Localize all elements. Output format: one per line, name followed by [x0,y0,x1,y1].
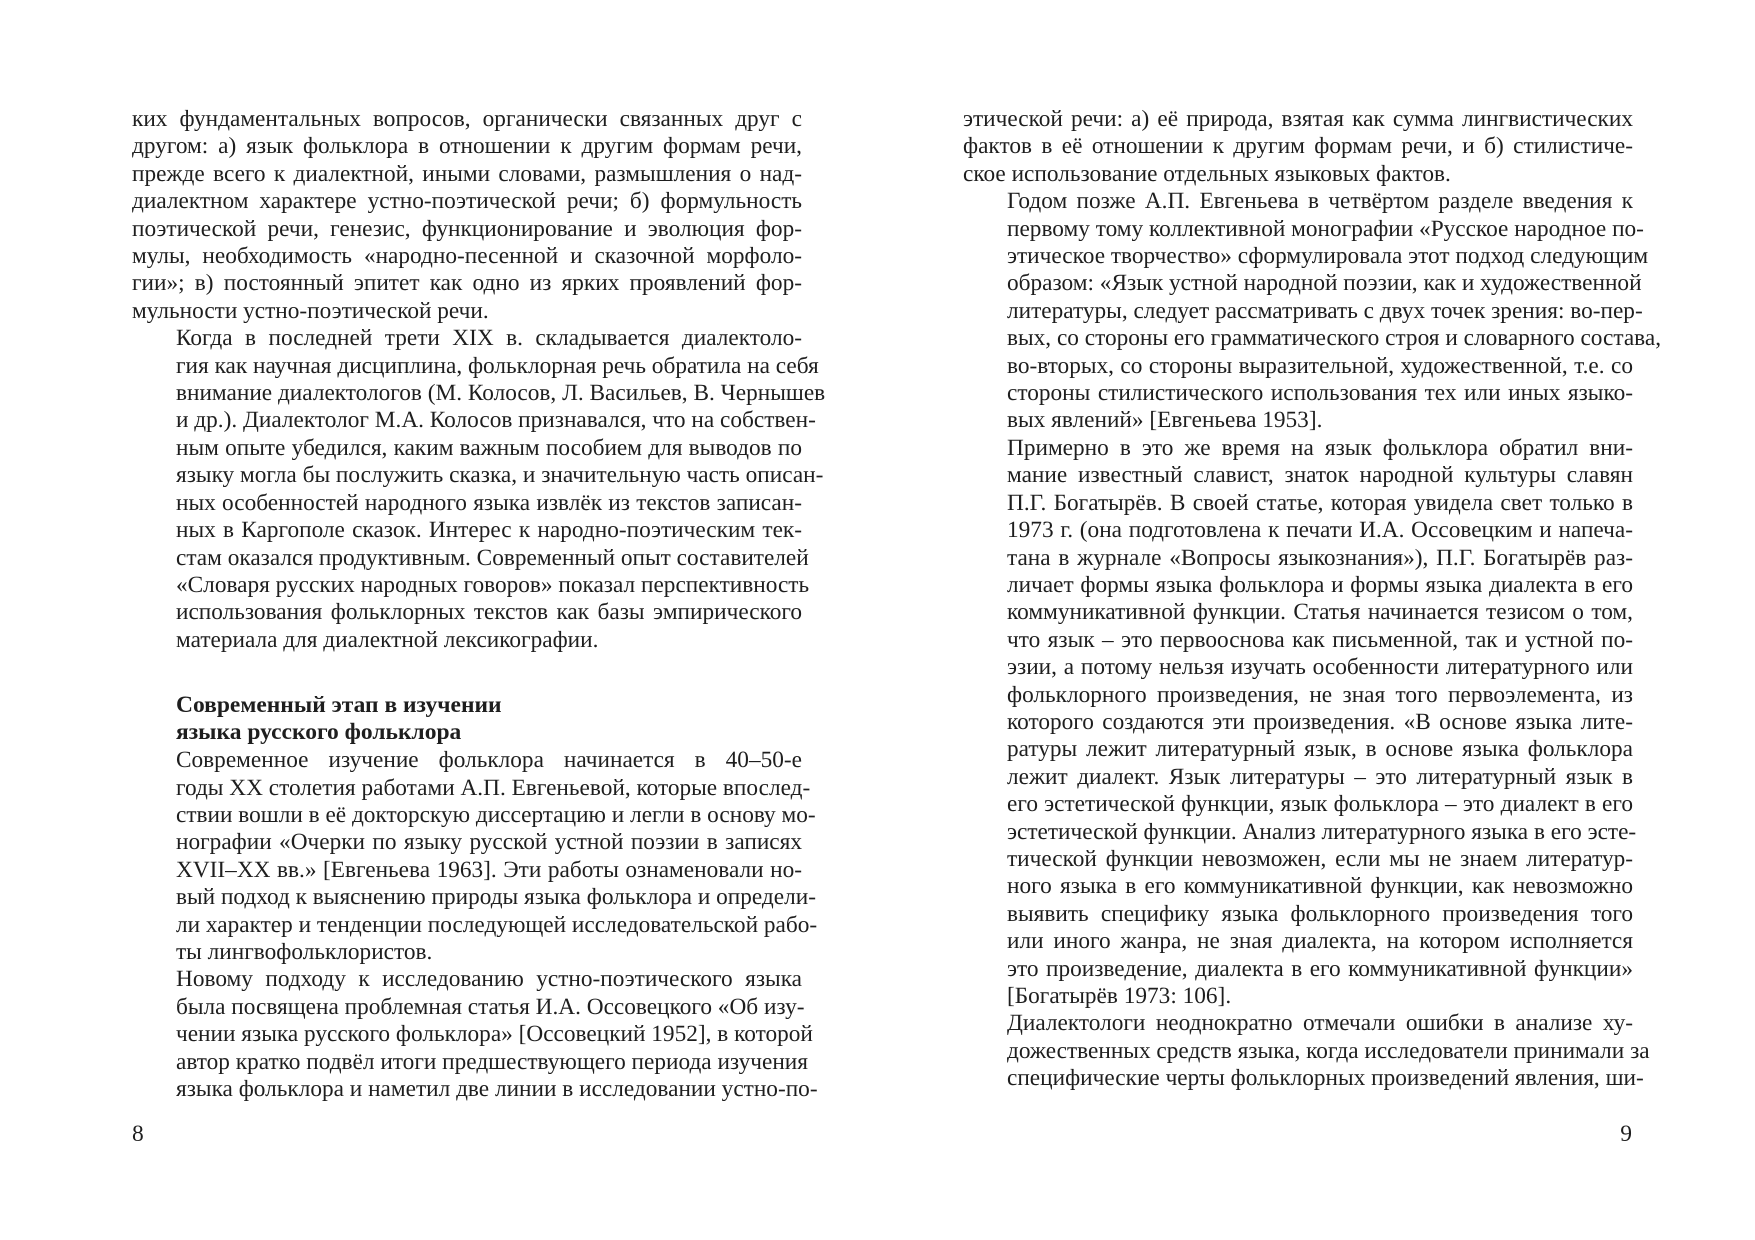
text-line: которого создаются эти произведения. «В основе языка лите- [1007,708,1633,735]
heading-line: языка русского фольклора [176,718,462,745]
text-line: другом: а) язык фольклора в отношении к другим формам речи, [132,133,802,160]
text-line: дожественных средств языка, когда исследователи принимали за [1007,1037,1650,1064]
text-line: вый подход к выяснению природы языка фольклора и определи- [176,884,816,911]
right-page-number: 9 [1620,1121,1632,1147]
text-line: была посвящена проблемная статья И.А. Оссовецкого «Об изу- [176,993,805,1020]
right-page [877,0,1755,1240]
text-line: Современное изучение фольклора начинается в 40–50-е [176,747,802,774]
text-line: фольклорного произведения, не зная того первоэлемента, из [1007,681,1633,708]
text-line: мание известный славист, знаток народной культуры славян [1007,462,1633,489]
text-line: материала для диалектной лексикографии. [176,626,599,653]
text-line: тической функции невозможен, если мы не знаем литератур- [1007,845,1633,872]
paragraph [963,106,1633,188]
text-line: П.Г. Богатырёв. В своей статье, которая увидела свет только в [1007,489,1633,516]
text-line: ным опыте убедился, каким важным пособием для выводов по [176,434,802,461]
text-line: Годом позже А.П. Евгеньева в четвёртом разделе введения к [1007,188,1633,215]
text-line: ли характер и тенденции последующей исследовательской рабо- [176,911,818,938]
text-line: ское использование отдельных языковых фактов. [963,160,1451,187]
text-line: Когда в последней трети XIX в. складывается диалектоло- [176,325,802,352]
text-line: эзии, а потому нельзя изучать особенности литературного или [1007,654,1633,681]
section-heading [176,692,802,745]
paragraph [963,188,1662,435]
left-page-text [132,106,826,1103]
text-line: мулы, необходимость «народно-песенной и сказочной морфоло- [132,243,802,270]
text-line: вых, со стороны его грамматического строя и словарного состава, [1007,325,1662,352]
text-line: что язык – это первооснова как письменной, так и устной по- [1007,626,1633,653]
text-line: эстетической функции. Анализ литературного языка в его эсте- [1007,818,1637,845]
text-line: Примерно в это же время на язык фольклора обратил вни- [1007,434,1633,461]
text-line: [Богатырёв 1973: 106]. [1007,983,1232,1009]
text-line: фактов в её отношении к другим формам речи, и б) стилистиче- [963,133,1633,160]
text-line: ствии вошли в её докторскую диссертацию и легли в основу мо- [176,801,816,828]
text-line: ных особенностей народного языка извлёк из текстов записан- [176,489,802,516]
text-line: «Словаря русских народных говоров» показал перспективность [176,571,810,598]
left-page-number: 8 [132,1121,144,1147]
paragraph [132,966,818,1103]
text-line: этическое творчество» сформулировала этот подход следующим [1007,243,1649,270]
text-line: ного языка в его коммуникативной функции, как невозможно [1007,873,1633,900]
text-line: первому тому коллективной монографии «Русское народное по- [1007,215,1644,242]
text-line: этической речи: а) её природа, взятая как сумма лингвистических [963,106,1633,132]
text-line: коммуникативной функции. Статья начинается тезисом о том, [1007,599,1633,626]
text-line: гия как научная дисциплина, фольклорная речь обратила на себя [176,352,819,379]
text-line: чении языка русского фольклора» [Оссовецкий 1952], в которой [176,1021,813,1048]
text-line: гии»; в) постоянный эпитет как одно из ярких проявлений фор- [132,270,802,297]
text-line: XVII–XX вв.» [Евгеньева 1963]. Эти работы ознаменовали но- [176,856,802,883]
text-line: стороны стилистического использования тех или иных языко- [1007,380,1633,407]
text-line: Новому подходу к исследованию устно-поэтического языка [176,966,802,993]
text-line: нографии «Очерки по языку русской устной поэзии в записях [176,829,802,856]
text-line: ты лингвофольклористов. [176,938,433,965]
paragraph [963,1010,1650,1092]
text-line: ратуры лежит литературный язык, в основе языка фольклора [1007,736,1633,763]
text-line: выявить специфику языка фольклорного произведения того [1007,900,1633,927]
text-line: образом: «Язык устной народной поэзии, как и художественной [1007,270,1642,297]
paragraph [132,747,818,966]
text-line: 1973 г. (она подготовлена к печати И.А. Оссовецким и напеча- [1007,517,1633,544]
left-page [0,0,877,1240]
text-line: поэтической речи, генезис, функционирование и эволюция фор- [132,215,802,242]
paragraph [132,325,826,654]
text-line: вых явлений» [Евгеньева 1953]. [1007,407,1323,434]
text-line: использования фольклорных текстов как базы эмпирического [176,599,802,626]
text-line: ких фундаментальных вопросов, органически связанных друг с [132,106,802,132]
text-line: мульности устно-поэтической речи. [132,297,489,324]
text-line: годы XX столетия работами А.П. Евгеньевой, которые впослед- [176,774,811,801]
right-page-text [963,106,1662,1093]
heading-line: Современный этап в изучении [176,692,502,719]
text-line: личает формы языка фольклора и формы языка диалекта в его [1007,571,1633,598]
text-line: диалектном характере устно-поэтической речи; б) формульность [132,188,802,215]
text-line: или иного жанра, не зная диалекта, на котором исполняется [1007,928,1633,955]
text-line: Диалектологи неоднократно отмечали ошибки в анализе ху- [1007,1010,1633,1037]
text-line: внимание диалектологов (М. Колосов, Л. Васильев, В. Чернышев [176,380,826,407]
text-line: лежит диалект. Язык литературы – это литературный язык в [1007,763,1633,790]
text-line: автор кратко подвёл итоги предшествующего периода изучения [176,1048,808,1075]
text-line: во-вторых, со стороны выразительной, художественной, т.е. со [1007,352,1633,379]
paragraph [963,434,1637,1011]
text-line: прежде всего к диалектной, иными словами, размышления о над- [132,160,802,187]
text-line: ных в Каргополе сказок. Интерес к народно-поэтическим тек- [176,517,802,544]
text-line: его эстетической функции, язык фольклора – это диалект в его [1007,791,1633,818]
text-line: и др.). Диалектолог М.А. Колосов признавался, что на собствен- [176,407,816,434]
text-line: языку могла бы послужить сказка, и значительную часть описан- [176,462,824,489]
paragraph [132,106,802,325]
text-line: специфические черты фольклорных произведений явления, ши- [1007,1065,1644,1092]
text-line: стам оказался продуктивным. Современный опыт составителей [176,544,809,571]
text-line: языка фольклора и наметил две линии в исследовании устно-по- [176,1076,818,1102]
text-line: литературы, следует рассматривать с двух точек зрения: во-пер- [1007,297,1643,324]
text-line: тана в журнале «Вопросы языкознания»), П.Г. Богатырёв раз- [1007,544,1633,571]
text-line: это произведение, диалекта в его коммуникативной функции» [1007,955,1633,982]
